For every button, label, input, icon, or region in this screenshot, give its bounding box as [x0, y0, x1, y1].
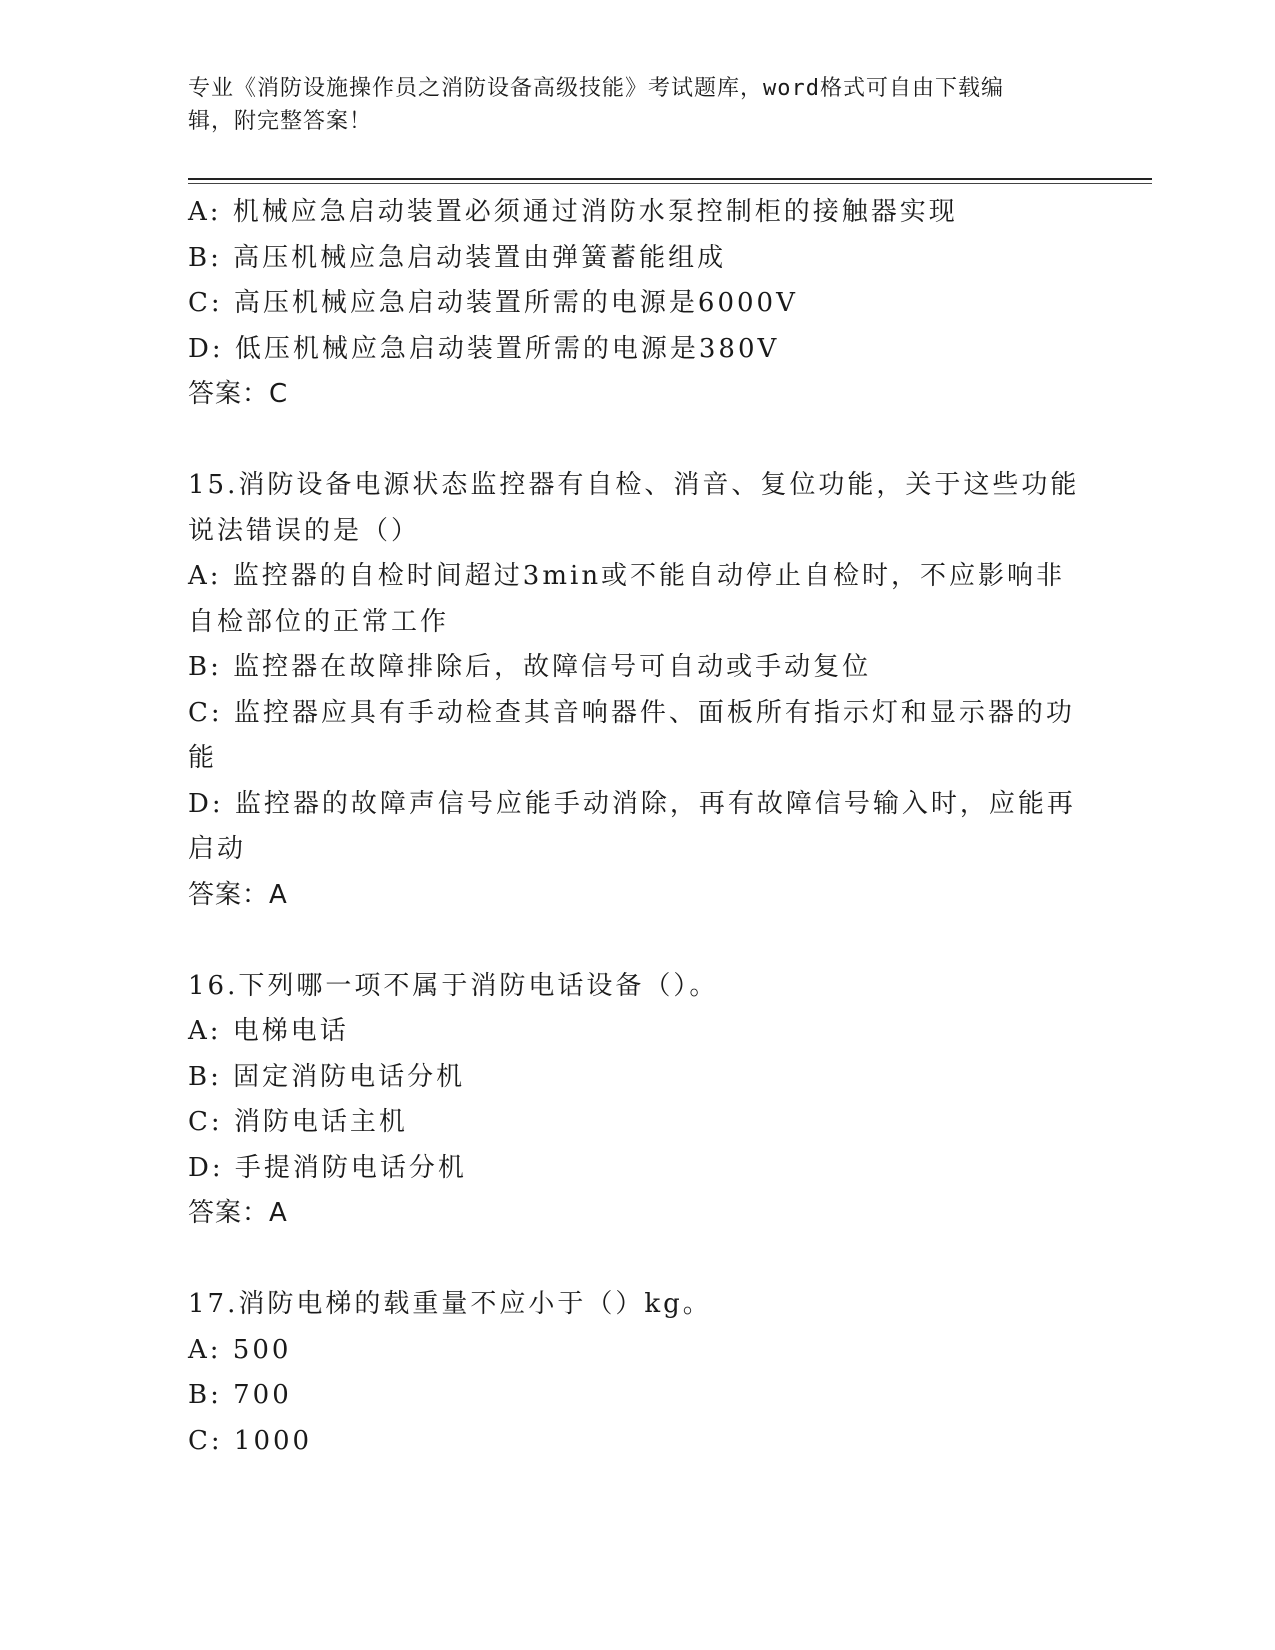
question-content: [188, 190, 1088, 1464]
question-14-block: [188, 190, 1088, 418]
option-b: B: 700: [188, 1380, 292, 1410]
spacer: [188, 918, 1088, 964]
option-b: B: 固定消防电话分机: [188, 1061, 466, 1092]
question-15-block: [188, 463, 1088, 918]
option-b: B: 监控器在故障排除后，故障信号可自动或手动复位: [188, 652, 872, 682]
option-d-continued: 启动: [188, 834, 247, 864]
header-divider-thick: [188, 178, 1152, 180]
document-header: [188, 72, 1068, 138]
option-b: B: 高压机械应急启动装置由弹簧蓄能组成: [188, 242, 727, 273]
option-d: D: 低压机械应急启动装置所需的电源是380V: [188, 333, 780, 364]
option-c: C: 监控器应具有手动检查其音响器件、面板所有指示灯和显示器的功: [188, 697, 1075, 728]
question-stem-line-1: 15.消防设备电源状态监控器有自检、消音、复位功能，关于这些功能: [188, 470, 1080, 500]
header-line-1: 专业《消防设施操作员之消防设备高级技能》考试题库，word格式可自由下载编: [188, 76, 1004, 101]
option-c: C: 1000: [188, 1425, 313, 1456]
question-17-block: [188, 1282, 1088, 1464]
option-a: A: 监控器的自检时间超过3min或不能自动停止自检时，不应影响非: [188, 561, 1066, 591]
header-divider-thin: [188, 183, 1152, 184]
option-c: C: 高压机械应急启动装置所需的电源是6000V: [188, 288, 798, 318]
option-c: C: 消防电话主机: [188, 1107, 408, 1137]
option-a: A: 500: [188, 1334, 292, 1365]
option-a: A: 机械应急启动装置必须通过消防水泵控制柜的接触器实现: [188, 197, 958, 227]
header-line-2: 辑，附完整答案！: [188, 109, 373, 134]
question-16-block: [188, 964, 1088, 1237]
option-d: D: 手提消防电话分机: [188, 1152, 467, 1183]
spacer: [188, 418, 1088, 464]
spacer: [188, 1237, 1088, 1283]
question-stem: 16.下列哪一项不属于消防电话设备（）。: [188, 970, 719, 1001]
option-a: A: 电梯电话: [188, 1016, 349, 1046]
option-c-continued: 能: [188, 743, 218, 773]
answer-line: 答案：A: [188, 1198, 288, 1228]
question-stem-line-2: 说法错误的是（）: [188, 515, 421, 546]
option-d: D: 监控器的故障声信号应能手动消除，再有故障信号输入时，应能再: [188, 788, 1076, 819]
question-stem: 17.消防电梯的载重量不应小于（）kg。: [188, 1289, 712, 1319]
option-a-continued: 自检部位的正常工作: [188, 606, 450, 637]
answer-line: 答案：A: [188, 879, 288, 910]
answer-line: 答案：C: [188, 379, 289, 409]
